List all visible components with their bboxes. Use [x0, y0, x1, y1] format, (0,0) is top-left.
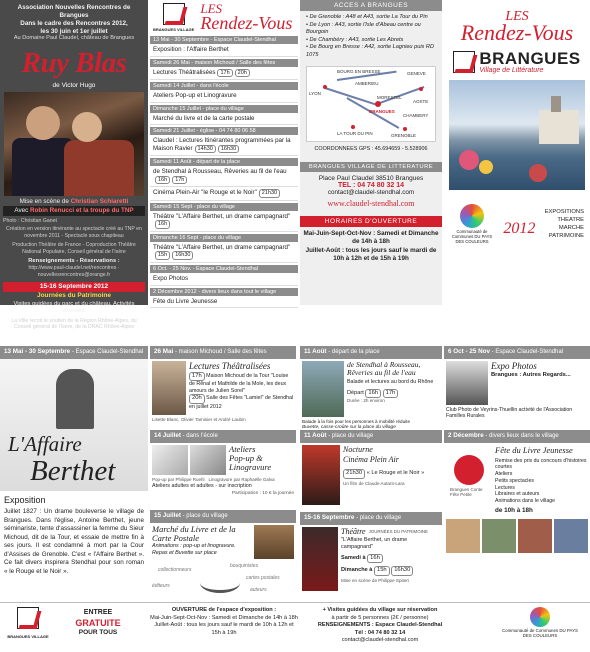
ouverture-1: Mai-Juin-Sept-Oct-Nov : Samedi et Dimanche de 14h à 18h — [150, 614, 298, 621]
theatre-credit: Mise en scène de Philippe Spiteri — [341, 577, 409, 583]
theatre-photo — [302, 527, 338, 591]
ateliers-title-3: Linogravure — [229, 461, 272, 472]
word: cartes postales — [246, 574, 280, 581]
access-title: ACCES A BRANGUES — [300, 0, 442, 11]
map-label: BRANGUES — [369, 109, 395, 115]
open-book-icon — [200, 573, 240, 593]
figure-silhouette — [56, 369, 94, 429]
film-poster — [302, 445, 340, 505]
program-row — [150, 135, 298, 156]
cinema-title-2: Cinéma Plein Air — [343, 454, 399, 464]
footer-community: Communauté de Communes DU PAYS DES COULEURS — [502, 628, 578, 638]
theatre-title: Théâtre — [341, 526, 366, 536]
expo-head: 13 Mai - 30 Septembre - Espace Claudel-Stendhal — [0, 346, 148, 359]
program-row-time: 17h — [172, 176, 187, 185]
expo-illustration — [0, 359, 148, 491]
program-row-text: Théâtre "L'Affaire Berthet, un drame campagnard" — [153, 244, 291, 252]
brand-line1: LES — [200, 1, 223, 16]
word: éditeurs — [152, 582, 170, 589]
map-city-dot — [419, 87, 423, 91]
footer-note: La Ville recoit le soutien de la Région Rhône-Alpes, du Conseil général de l'Isère, de la DRAC Rhône-Alpes — [11, 317, 137, 331]
program-row-time: 21h30 — [259, 189, 280, 198]
footer-community-icon — [530, 607, 550, 627]
map-label: BOURG EN BRESSE — [337, 69, 381, 75]
program-row-text: de Stendhal à Rousseau, Rêveries au fil de l'eau — [153, 168, 287, 176]
footer-logo-icon — [17, 607, 39, 629]
cover-name: BRANGUES — [479, 49, 581, 69]
program-row-head: Dimanche 16 Sept - place du village — [150, 234, 298, 242]
program-row-head: Dimanche 15 Juillet - place du village — [150, 105, 298, 113]
play-photo — [4, 92, 144, 196]
ruy-blas-panel — [0, 0, 148, 331]
cover-community: Communauté de Communes DU PAYS DES COULEURS — [451, 229, 493, 245]
depart-label: Départ — [347, 389, 364, 396]
program-row-text: Cinéma Plein-Air "le Rouge et le Noir" — [153, 189, 257, 197]
program-row-head: Samedi 14 Juillet - dans l'école — [150, 82, 298, 90]
sun-time-2: 16h30 — [391, 566, 413, 575]
photo-credit: Photo : Christian Ganet — [3, 217, 57, 224]
address: Place Paul Claudel 38510 Brangues — [318, 175, 424, 183]
program-row-time: 16h30 — [218, 145, 239, 154]
gratuite: GRATUITE — [75, 617, 121, 628]
lectures-time-1: 17h — [189, 372, 205, 381]
program-row — [150, 273, 298, 285]
actor: Robin Renucci — [30, 206, 75, 214]
footer-email[interactable]: contact@claudel-stendhal.com — [341, 637, 419, 644]
hours-2: Juillet-Août : tous les jours sauf le mardi de 10h à 12h et de 15h à 19h — [305, 246, 437, 262]
cover-subtitle: Village de Littérature — [479, 67, 544, 75]
route-item: • De Bourg en Bresse : A42, sortie Lagnieu puis RD 1075 — [306, 44, 434, 58]
program-panel — [150, 0, 298, 305]
visites: + Visites guidées du village sur réservation — [322, 607, 438, 613]
cover-year: 2012 — [503, 219, 536, 237]
lectures-time-2: 20h — [189, 394, 205, 403]
hours-bar: HORAIRES D'OUVERTURE — [300, 216, 442, 227]
ateliers-title-1: Ateliers — [229, 443, 256, 454]
riviere-time-1: 16h — [365, 389, 381, 398]
fete-photo — [554, 519, 588, 553]
word: auteurs — [250, 586, 267, 593]
program-row-text: Expo Photos — [153, 275, 189, 283]
ateliers-title-2: Pop-up & — [229, 452, 263, 463]
ateliers-head: 14 Juillet - dans l'école — [150, 430, 296, 443]
village-logo-icon — [163, 3, 185, 25]
photos-body: Club Photo de Veyrins-Thuellin activité de l'Association Familles Rurales — [446, 406, 573, 420]
program-row-head: 6 Oct. - 25 Nov. - Espace Claudel-Stendhal — [150, 265, 298, 273]
marche-section — [150, 510, 296, 600]
map-city-dot — [403, 127, 407, 131]
program-row-text: Exposition : l'Affaire Berthet — [153, 46, 229, 54]
expo-title-2: Berthet — [30, 454, 116, 487]
visites-2: à partir de 5 personnes (2€ / personne) — [331, 614, 429, 621]
riviere-buvette: Buvette, casse-croûte sur la place du village — [302, 424, 396, 430]
map-city-dot — [351, 125, 355, 129]
occasion: Dans le cadre des Rencontres 2012, — [20, 19, 128, 27]
routes-list — [300, 11, 442, 62]
theatre-section — [300, 512, 442, 600]
program-row-head: Samedi 26 Mai - maison Michoud / Salle des fêtes — [150, 59, 298, 67]
map-label: AMBERIEU — [355, 81, 379, 87]
tel: TEL : 04 74 80 32 14 — [337, 182, 405, 190]
entree: ENTREE — [83, 609, 113, 616]
fete-section — [444, 430, 590, 600]
program-row-text: Marché du livre et de la carte postale — [153, 114, 255, 122]
fete-title: Fête du Livre Jeunesse — [495, 444, 573, 455]
patrimoine-dates: 15-16 Septembre 2012 — [3, 282, 145, 292]
program-row — [150, 90, 298, 102]
marche-title: Marché du Livre et de la Carte Postale — [152, 523, 236, 544]
reservations-label: Renseignements - Réservations : — [28, 258, 120, 265]
riviere-note: Balade à la fois pour les personnes à mobilité réduite — [302, 418, 411, 424]
program-row-head: Samedi 11 Août - départ de la place — [150, 158, 298, 166]
sat-time: 16h — [367, 554, 383, 563]
marche-head: 15 Juillet - place du village — [150, 510, 296, 523]
map-label: GRENOBLE — [391, 133, 417, 139]
popup-photo — [152, 445, 188, 475]
cover-logo-icon — [453, 51, 475, 73]
footer — [0, 602, 590, 652]
program-row — [150, 166, 298, 187]
lectures-credits: Lisette Blanc, Olivier Tamisier et André Laubin — [152, 416, 246, 422]
lectures-head: 26 Mai - maison Michoud / Salle des fêtes — [150, 346, 296, 359]
map-label: MORESTEL — [377, 95, 402, 101]
ateliers-section — [150, 430, 296, 497]
program-row — [150, 44, 298, 56]
gps: COORDONNEES GPS : 45.694659 - 5.528906 — [314, 146, 428, 153]
riviere-head: 11 Août - départ de la place — [300, 346, 442, 359]
program-row-text: Ateliers Pop-up et Linogravure — [153, 92, 237, 100]
program-row-text: Lectures Théâtralisées — [153, 68, 216, 76]
program-row-head: 13 Mai - 30 Septembre - Espace Claudel-Stendhal — [150, 36, 298, 44]
cover-line1: LES — [505, 9, 529, 24]
theatre-head: 15-16 Septembre - place du village — [300, 512, 442, 525]
footer-logo-caption: BRANGUES VILLAGE — [7, 634, 49, 639]
program-list — [150, 36, 298, 308]
program-row-head: Samedi 15 Sept - place du village — [150, 203, 298, 211]
logo-caption: BRANGUES VILLAGE — [153, 27, 195, 33]
word: bouquinistes — [230, 562, 259, 569]
program-row — [150, 67, 298, 81]
program-row-time: 16h — [155, 220, 170, 229]
program-row-head: Samedi 21 Juillet - église - 04 74 80 06 58 — [150, 127, 298, 135]
map-label: LA TOUR DU PIN — [337, 131, 373, 137]
fete-photo-grid — [444, 517, 590, 555]
expo-label: Exposition — [4, 494, 46, 505]
marche-wordcloud — [150, 561, 296, 599]
program-row — [150, 296, 298, 308]
lectures-title: Lectures Théâtralisées — [189, 360, 271, 371]
program-row — [150, 242, 298, 263]
email[interactable]: contact@claudel-stendhal.com — [327, 189, 415, 197]
program-row — [150, 113, 298, 125]
fete-hours: de 10h à 18h — [495, 506, 533, 514]
map-label: CHAMBERY — [403, 113, 429, 119]
map-brangues-dot — [375, 101, 381, 107]
ouverture-2: Juillet-Août : tous les jours sauf le mardi de 10h à 12h et 15h à 19h — [154, 622, 294, 636]
map-label: GENEVE — [407, 71, 426, 77]
fete-photo — [518, 519, 552, 553]
theatre-play: "L'Affaire Berthet, un drame campagnard" — [341, 536, 408, 550]
riviere-duree: Durée : 2h environ — [347, 398, 385, 404]
route-item: • De Lyon : A43, sortie l'Isle d'Abeau centre ou Bourgoin — [306, 21, 421, 36]
cinema-title-1: Nocturne — [343, 444, 373, 454]
program-row-time: 17h — [217, 69, 232, 78]
map-label: AOSTE — [413, 99, 429, 105]
cover-photo — [449, 80, 585, 190]
access-panel — [300, 0, 442, 305]
riviere-title: de Stendhal à Rousseau, Rêveries au fil de l'eau — [347, 359, 421, 377]
fete-head: 2 Décembre - divers lieux dans le village — [444, 430, 590, 443]
riviere-sub: Balade et lectures au bord du Rhône — [347, 379, 434, 386]
cover-themes: EXPOSITIONS THEATRE MARCHE PATRIMOINE — [544, 208, 584, 240]
program-row-time: 20h — [235, 69, 250, 78]
program-row-text: Fête du Livre Jeunesse — [153, 297, 218, 305]
cinema-time: 21h30 — [343, 469, 365, 478]
play-title: Ruy Blas — [21, 47, 127, 80]
lectures-desc-1: Maison Michoud de la Tour "Louise de Rênal et Mathilde de la Mole, les deux amours de Julien Sorel" — [189, 372, 289, 394]
riviere-section — [300, 346, 442, 431]
program-row-text: Claudel : Lectures Itinérantes programmées par la Maison Ravier — [153, 137, 291, 152]
lectures-photo — [152, 361, 186, 415]
play-author: de Victor Hugo — [52, 81, 96, 89]
linogravure-photo — [190, 445, 226, 475]
brand-line2: Rendez-Vous — [200, 13, 293, 34]
program-row-time: 14h30 — [195, 145, 216, 154]
reservations[interactable]: http://www.paul-claudel.net/rencontres · nouvellesrencontres@orange.fr — [28, 265, 120, 278]
ateliers-participation: Participation : 10 € la journée — [231, 491, 294, 497]
program-row — [150, 187, 298, 201]
troupe: et la troupe du TNP — [75, 206, 134, 214]
expo-section — [0, 346, 148, 600]
fete-body: Remise des prix du concours d'histoires courtes Ateliers Petits spectacles Lectures Libraires et auteurs Animations dans le village — [495, 457, 587, 505]
cinema-credit: Un film de Claude Autant-Lara — [343, 480, 405, 486]
community-logo-icon — [460, 204, 484, 228]
website[interactable]: www.claudel-stendhal.com — [327, 199, 415, 209]
river-photo — [302, 361, 344, 417]
photos-title: Expo Photos — [491, 360, 537, 371]
expo-title-1: L'Affaire — [8, 431, 82, 456]
photos-head: 6 Oct - 25 Nov - Espace Claudel-Stendhal — [444, 346, 590, 359]
with-prefix: Avec — [14, 206, 29, 214]
marche-body: Animations : pop-up et linogravure. Repas et Buvette sur place — [152, 543, 236, 557]
patrimoine-desc: Visites guidées du parc et du château. Activités diverses. — [13, 300, 135, 314]
cover-line2: Rendez-Vous — [460, 20, 574, 46]
organizer: Association Nouvelles Rencontres de Brangues — [17, 4, 131, 19]
expo-body: Juillet 1827 : Un drame bouleverse le village de Brangues. Dans l'église, Antoine Berthet, jeune séminariste, tente d'assassiner la femme du Sieur Michoud, dit de la Tour, et essaie de mettre fin à ses jours. Il est condamné à mort par la Cour d'Assises de Grenoble. C'est « l'Affaire Berthet ». Ce fait divers inspirera Stendhal pour son roman « le Rouge et le Noir ». — [4, 508, 144, 575]
notes: Création en version itinérante au spectacle créé au TNP en novembre 2011 - Spectacle sous chapiteau — [6, 226, 142, 239]
sat-label: Samedi à — [341, 554, 366, 561]
patrimoine-name: Journées du Patrimoine — [36, 292, 112, 300]
sun-label: Dimanche à — [341, 567, 373, 574]
route-item: • De Grenoble : A48 et A43, sortie La Tour du Pin — [306, 14, 428, 20]
cinema-section — [300, 430, 442, 507]
pour-tous: POUR TOUS — [78, 629, 118, 636]
director: Christian Schiaretti — [70, 197, 129, 205]
footer-tel: Tél : 04 74 80 32 14 — [354, 629, 406, 636]
theatre-patrimoine: JOURNÉES DU PATRIMOINE — [368, 528, 428, 534]
lectures-section — [150, 346, 296, 423]
staging-prefix: Mise en scène de — [19, 197, 69, 205]
route-item: • De Chambéry : A43, sortie Les Abrets — [306, 36, 404, 43]
map-label: LYON — [309, 91, 321, 97]
fete-photo — [482, 519, 516, 553]
village-bar: BRANGUES VILLAGE DE LITTERATURE — [300, 162, 442, 172]
hours-1: Mai-Juin-Sept-Oct-Nov : Samedi et Dimanche de 14h à 18h — [303, 230, 439, 246]
program-row-text: Théâtre "L'Affaire Berthet, un drame campagnard" — [153, 213, 291, 220]
lino-caption: Linogravure par Raphaëlle Galva — [208, 476, 275, 482]
renseignements: RENSEIGNEMENTS : Espace Claudel-Stendhal — [317, 622, 443, 629]
venue: Au Domaine Paul Claudel, château de Brangues — [13, 35, 135, 42]
program-row — [150, 211, 298, 232]
fete-photo — [446, 519, 480, 553]
ateliers-body: Ateliers adultes et adultes - sur inscription — [152, 483, 252, 490]
dates: les 30 juin et 1er juillet — [40, 27, 108, 35]
program-row-time: 15h — [155, 251, 170, 260]
production: Production Théâtre de France - Coproduction Théâtre National Populaire, Conseil général de l'Isère — [12, 242, 136, 255]
program-row-head: 2 Décembre 2012 - divers lieux dans tout le village — [150, 288, 298, 296]
riviere-time-2: 17h — [383, 389, 399, 398]
ouverture-title: OUVERTURE de l'espace d'exposition : — [171, 607, 277, 613]
photo-expo-thumb — [446, 361, 488, 405]
photos-sub: Brangues : Autres Regards... — [491, 372, 571, 379]
cover-panel — [444, 0, 590, 305]
books-photo — [254, 525, 294, 559]
cinema-head: 11 Août - place du village — [300, 430, 442, 443]
access-map — [306, 66, 436, 142]
popup-caption: Pop-up par Philippe Ruehl — [152, 476, 205, 482]
word: collectionneurs — [158, 566, 192, 573]
lectures-desc-2: Salle des Fêtes "Lamiel" de Stendhal en juillet 2012 — [189, 395, 294, 410]
photos-section — [444, 346, 590, 420]
program-row-time: 16h — [155, 176, 170, 185]
sun-time-1: 15h — [374, 566, 390, 575]
program-row-time: 16h30 — [172, 251, 193, 260]
fete-logo: Brangues Conte Fête Petite — [446, 445, 492, 511]
cinema-film: « Le Rouge et le Noir » — [366, 470, 425, 477]
